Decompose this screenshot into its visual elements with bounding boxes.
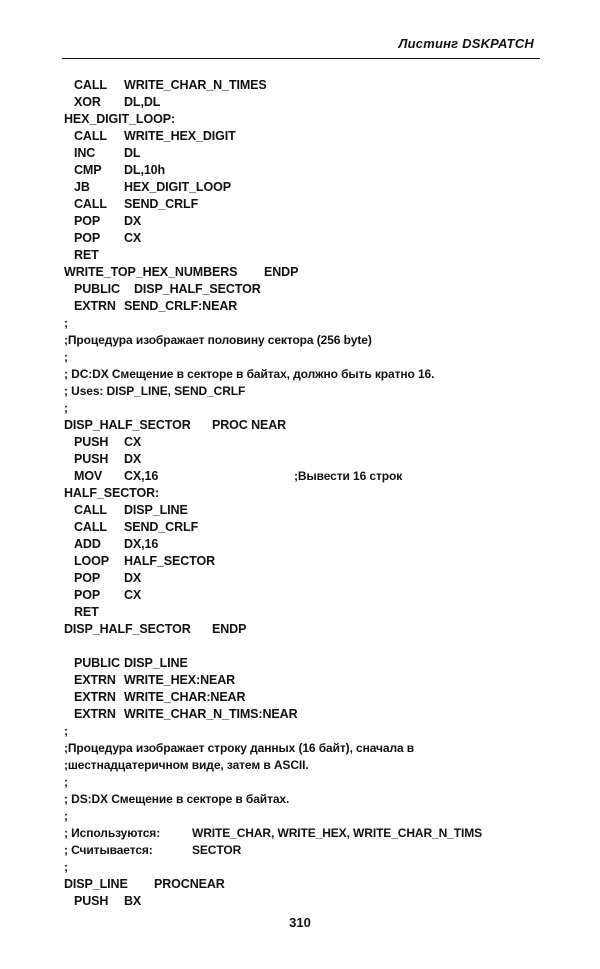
code-operand: SEND_CRLF bbox=[124, 197, 199, 211]
code-opcode: CALL bbox=[74, 129, 107, 143]
code-operand: BX bbox=[124, 894, 142, 908]
code-operand: DX,16 bbox=[124, 537, 159, 551]
code-comment-value: WRITE_CHAR, WRITE_HEX, WRITE_CHAR_N_TIMS bbox=[192, 826, 483, 840]
code-directive: ENDP bbox=[212, 622, 247, 636]
running-header-title: Листинг DSKPATCH bbox=[398, 36, 534, 51]
code-opcode: CALL bbox=[74, 503, 107, 517]
code-opcode: CALL bbox=[74, 197, 107, 211]
header-rule bbox=[62, 58, 540, 59]
code-comment: ; bbox=[64, 350, 68, 364]
code-opcode: CALL bbox=[74, 520, 107, 534]
code-opcode: ADD bbox=[74, 537, 101, 551]
code-opcode: PUSH bbox=[74, 435, 109, 449]
code-comment: ; bbox=[64, 860, 68, 874]
code-operand: CX,16 bbox=[124, 469, 159, 483]
code-label: WRITE_TOP_HEX_NUMBERS bbox=[64, 265, 238, 279]
code-directive: ENDP bbox=[264, 265, 299, 279]
code-opcode: PUBLIC bbox=[74, 656, 120, 670]
code-opcode: RET bbox=[74, 248, 99, 262]
code-comment: ; bbox=[64, 809, 68, 823]
code-comment: ; bbox=[64, 724, 68, 738]
code-operand: WRITE_HEX_DIGIT bbox=[124, 129, 236, 143]
page-number: 310 bbox=[289, 915, 311, 930]
code-opcode: MOV bbox=[74, 469, 103, 483]
code-directive: PROC NEAR bbox=[212, 418, 287, 432]
code-label: DISP_LINE bbox=[64, 877, 128, 891]
code-comment: ; DC:DX Смещение в секторе в байтах, должно быть кратно 16. bbox=[64, 367, 435, 381]
code-operand: DISP_LINE bbox=[124, 656, 188, 670]
code-directive: PROCNEAR bbox=[154, 877, 225, 891]
code-operand: WRITE_HEX:NEAR bbox=[124, 673, 236, 687]
code-operand: WRITE_CHAR_N_TIMS:NEAR bbox=[124, 707, 298, 721]
code-opcode: EXTRN bbox=[74, 299, 116, 313]
code-comment: ; Считывается: bbox=[64, 843, 153, 857]
code-opcode: XOR bbox=[74, 95, 101, 109]
code-opcode: POP bbox=[74, 588, 101, 602]
code-opcode: LOOP bbox=[74, 554, 110, 568]
code-opcode: POP bbox=[74, 571, 101, 585]
code-opcode: EXTRN bbox=[74, 707, 116, 721]
code-operand: DX bbox=[124, 452, 142, 466]
code-operand: DX bbox=[124, 214, 142, 228]
code-opcode: PUSH bbox=[74, 894, 109, 908]
code-comment: ; Uses: DISP_LINE, SEND_CRLF bbox=[64, 384, 246, 398]
code-comment: ;Процедура изображает строку данных (16 байт), сначала в bbox=[64, 741, 415, 755]
code-comment: ; bbox=[64, 775, 68, 789]
code-comment: ; Используются: bbox=[64, 826, 161, 840]
code-operand: DX bbox=[124, 571, 142, 585]
code-operand: CX bbox=[124, 231, 142, 245]
code-listing bbox=[64, 77, 544, 917]
code-operand: WRITE_CHAR:NEAR bbox=[124, 690, 246, 704]
code-comment: ; bbox=[64, 316, 68, 330]
code-label: DISP_HALF_SECTOR bbox=[64, 418, 191, 432]
code-opcode: RET bbox=[74, 605, 99, 619]
code-inline-comment: ;Вывести 16 строк bbox=[294, 469, 403, 483]
code-comment: ;Процедура изображает половину сектора (256 byte) bbox=[64, 333, 372, 347]
code-opcode: CALL bbox=[74, 78, 107, 92]
code-operand: DL bbox=[124, 146, 141, 160]
code-opcode: POP bbox=[74, 214, 101, 228]
code-operand: HALF_SECTOR bbox=[124, 554, 216, 568]
code-operand: HEX_DIGIT_LOOP bbox=[124, 180, 231, 194]
code-opcode: INC bbox=[74, 146, 96, 160]
code-operand: WRITE_CHAR_N_TIMES bbox=[124, 78, 267, 92]
code-opcode: CMP bbox=[74, 163, 102, 177]
code-opcode: EXTRN bbox=[74, 690, 116, 704]
code-comment: ;шестнадцатеричном виде, затем в ASCII. bbox=[64, 758, 309, 772]
code-operand: CX bbox=[124, 588, 142, 602]
code-operand: SEND_CRLF:NEAR bbox=[124, 299, 238, 313]
code-opcode: PUSH bbox=[74, 452, 109, 466]
code-opcode: POP bbox=[74, 231, 101, 245]
code-comment: ; bbox=[64, 401, 68, 415]
code-label: DISP_HALF_SECTOR bbox=[64, 622, 191, 636]
code-operand: DL,10h bbox=[124, 163, 166, 177]
code-operand: CX bbox=[124, 435, 142, 449]
code-comment-value: SECTOR bbox=[192, 843, 242, 857]
code-opcode: JB bbox=[74, 180, 90, 194]
code-opcode: PUBLIC bbox=[74, 282, 120, 296]
code-operand: SEND_CRLF bbox=[124, 520, 199, 534]
code-operand: DISP_HALF_SECTOR bbox=[134, 282, 261, 296]
code-comment: ; DS:DX Смещение в секторе в байтах. bbox=[64, 792, 290, 806]
code-operand: DISP_LINE bbox=[124, 503, 188, 517]
code-label: HEX_DIGIT_LOOP: bbox=[64, 112, 176, 126]
code-operand: DL,DL bbox=[124, 95, 161, 109]
code-label: HALF_SECTOR: bbox=[64, 486, 160, 500]
code-opcode: EXTRN bbox=[74, 673, 116, 687]
